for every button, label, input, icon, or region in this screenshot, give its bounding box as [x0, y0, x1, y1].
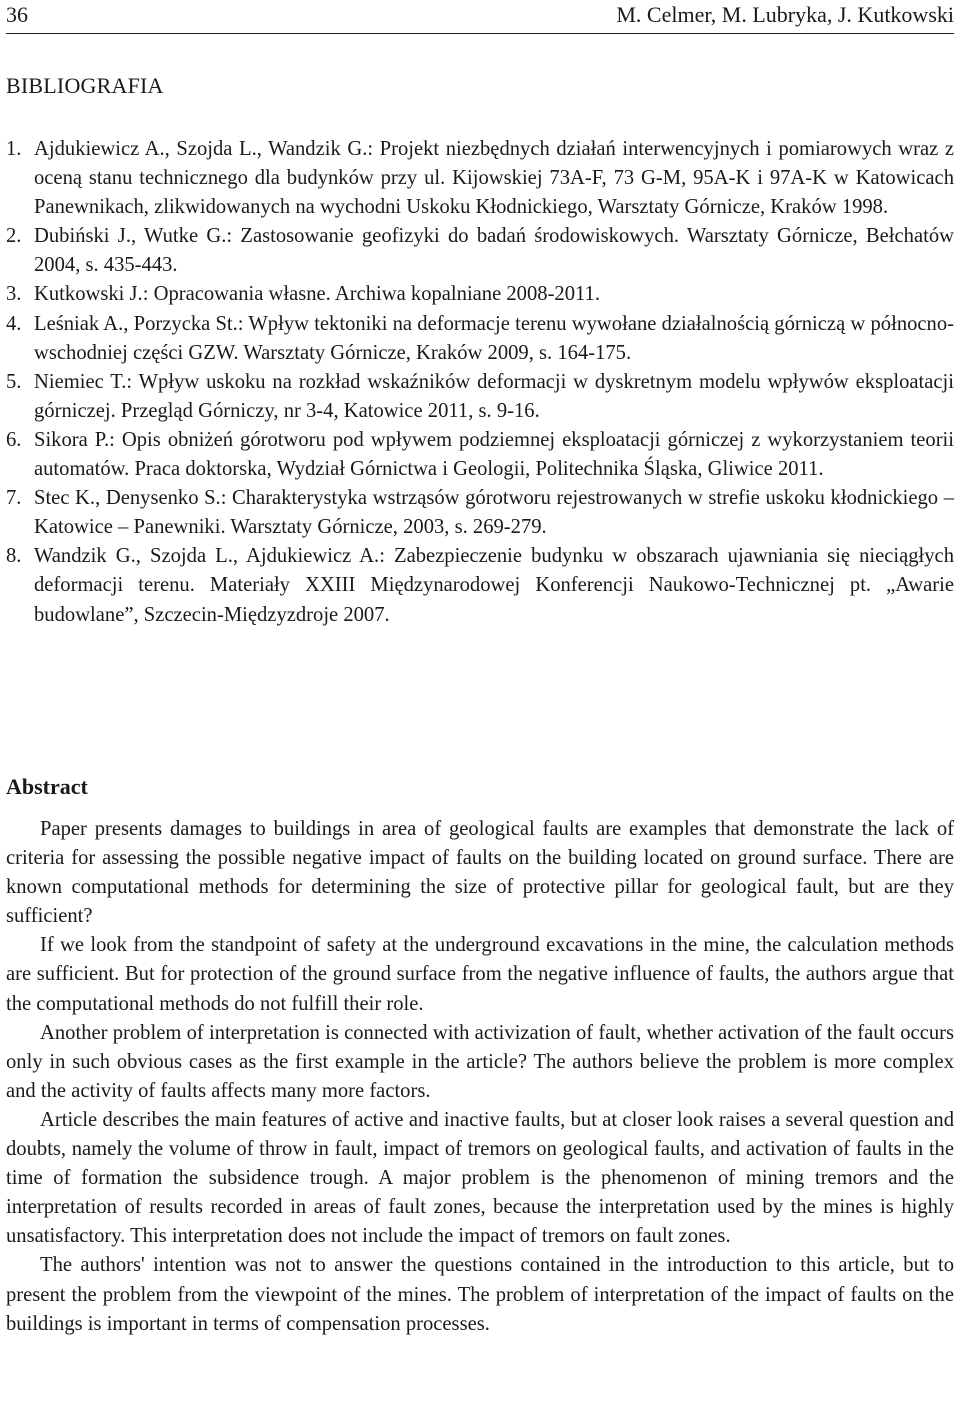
reference-number: 6. [6, 428, 22, 451]
reference-list [6, 135, 954, 630]
reference-number: 1. [6, 138, 22, 160]
reference-number: 7. [6, 487, 22, 510]
reference-text: Dubiński J., Wutke G.: Zastosowanie geofizyki do badań środowiskowych. Warsztaty Górnicze, Bełchatów 2004, s. 435-443. [34, 225, 954, 277]
reference-item [6, 310, 954, 368]
reference-item [6, 222, 954, 280]
abstract-paragraph: The authors' intention was not to answer the questions contained in the introduction to this article, but to present the problem from the viewpoint of the mines. The problem of interpretation of the impact of faults on the buildings is important in terms of compensation processes. [6, 1254, 954, 1335]
abstract-heading: Abstract [6, 774, 88, 799]
reference-item [6, 135, 954, 222]
reference-text: Leśniak A., Porzycka St.: Wpływ tektoniki na deformacje terenu wywołane działalnością górniczą w północno-wschodniej części GZW. Warsztaty Górnicze, Kraków 2009, s. 164-175. [34, 312, 954, 364]
reference-text: Kutkowski J.: Opracowania własne. Archiwa kopalniane 2008-2011. [34, 283, 601, 306]
reference-item [6, 542, 954, 629]
abstract-paragraph: Paper presents damages to buildings in area of geological faults are examples that demonstrate the lack of criteria for assessing the possible negative impact of faults on the building located on ground surface. There are known computational methods for determining the size of protective pillar for geological fault, but are they sufficient? [6, 818, 954, 928]
reference-number: 3. [6, 283, 22, 306]
reference-text: Sikora P.: Opis obniżeń górotworu pod wpływem podziemnej eksploatacji górniczej z wykorzystaniem teorii automatów. Praca doktorska, Wydział Górnictwa i Geologii, Politechnika Śląska, Gliwice 2011. [34, 428, 954, 481]
bibliography-heading: BIBLIOGRAFIA [6, 73, 164, 98]
reference-item [6, 484, 954, 542]
reference-item [6, 368, 954, 426]
reference-text: Wandzik G., Szojda L., Ajdukiewicz A.: Zabezpieczenie budynku w obszarach ujawniania się nieciągłych deformacji terenu. Materiały XXIII Międzynarodowej Konferencji Naukowo-Technicznej pt. „Awarie budowlane”, Szczecin-Międzyzdroje 2007. [34, 545, 954, 626]
header-authors: M. Celmer, M. Lubryka, J. Kutkowski [616, 2, 954, 27]
abstract-paragraph: Another problem of interpretation is connected with activization of fault, whether activation of the fault occurs only in such obvious cases as the first example in the article? The authors believe the problem is more complex and the activity of faults affects many more factors. [6, 1021, 954, 1102]
abstract-body [6, 815, 954, 1339]
reference-text: Niemiec T.: Wpływ uskoku na rozkład wskaźników deformacji w dyskretnym modelu wpływów eksploatacji górniczej. Przegląd Górniczy, nr 3-4, Katowice 2011, s. 9-16. [34, 370, 954, 422]
reference-number: 2. [6, 225, 22, 248]
reference-number: 4. [6, 312, 22, 335]
reference-number: 8. [6, 545, 22, 568]
reference-item [6, 280, 954, 309]
reference-text: Ajdukiewicz A., Szojda L., Wandzik G.: Projekt niezbędnych działań interwencyjnych i pomiarowych wraz z oceną stanu technicznego dla budynków przy ul. Kijowskiej 73A-F, 73 G-M, 95A-K i 97A-K w Katowicach Panewnikach, zlikwidowanych na wychodni Uskoku Kłodnickiego, Warsztaty Górnicze, Kraków 1998. [34, 138, 954, 219]
abstract-paragraph: Article describes the main features of active and inactive faults, but at closer look raises a several question and doubts, namely the volume of throw in fault, impact of tremors on geological faults, and activation of faults in the time of formation the subsidence trough. A major problem is the phenomenon of mining tremors and the interpretation of results recorded in areas of fault zones, because the interpretation used by the mines is highly unsatisfactory. This interpretation does not include the impact of tremors on fault zones. [6, 1108, 954, 1248]
reference-text: Stec K., Denysenko S.: Charakterystyka wstrząsów górotworu rejestrowanych w strefie uskoku kłodnickiego – Katowice – Panewniki. Warsztaty Górnicze, 2003, s. 269-279. [34, 487, 954, 539]
reference-item [6, 426, 954, 484]
abstract-paragraph: If we look from the standpoint of safety at the underground excavations in the mine, the calculation methods are sufficient. But for protection of the ground surface from the negative influence of faults, the authors argue that the computational methods do not fulfill their role. [6, 934, 954, 1015]
reference-number: 5. [6, 370, 22, 393]
running-header [6, 1, 954, 34]
page-number: 36 [6, 2, 28, 27]
